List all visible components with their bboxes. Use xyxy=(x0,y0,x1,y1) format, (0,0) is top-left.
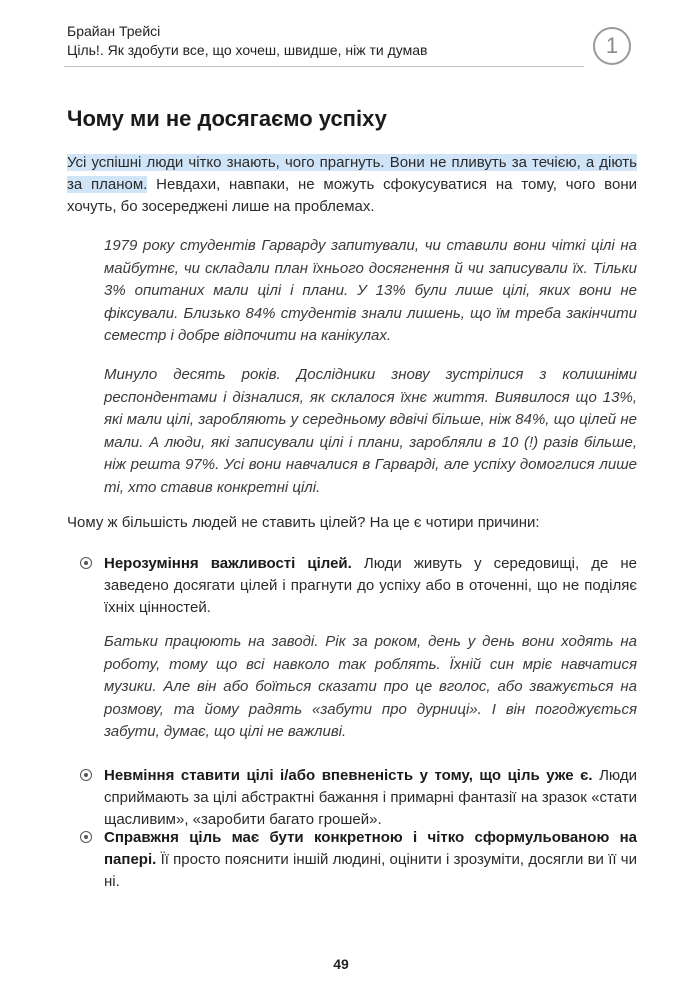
bullet-text: Люди сприймають за цілі абстрактні бажання і примарні фантазії на зразок «стати щасливим», «заробити багато грошей». xyxy=(104,767,637,828)
intro-rest: Невдахи, навпаки, не можуть сфокусуватися на тому, чого вони хочуть, бо зосереджені лише на проблемах. xyxy=(67,176,637,215)
bullet-quote-paragraph: Батьки працюють на заводі. Рік за роком, день у день вони ходять на роботу, тому що всі навколо так роблять. Їхній син мріє навчатися музики. Але він або боїться сказати про це вголос, або зважується на розмову, та йому радять «забути про дурниці». І він погоджується забути, думає, що цілі не важливі. xyxy=(104,633,637,740)
highlighted-text[interactable]: Усі успішні люди чітко знають, чого прагнуть. Вони не пливуть за течією, а діють за планом. xyxy=(67,154,637,193)
bullet-heading: Невміння ставити цілі і/або впевненість у тому, що ціль уже є. xyxy=(104,767,593,784)
page-number: 49 xyxy=(333,956,349,972)
section-title: Чому ми не досягаємо успіху xyxy=(67,106,387,131)
question-paragraph: Чому ж більшість людей не ставить цілей? На це є чотири причини: xyxy=(67,514,540,531)
bullet-text: Люди живуть у середовищі, де не заведено досягати цілей і прагнути до успіху або в оточенні, що не поділяє їхніх цінностей. xyxy=(104,555,637,616)
bullet-target-icon xyxy=(80,769,92,781)
bullet-target-icon xyxy=(80,557,92,569)
bullet-heading: Нерозуміння важливості цілей. xyxy=(104,555,352,572)
header-author: Брайан Трейсі xyxy=(67,23,161,39)
quote-paragraph-2: Минуло десять років. Дослідники знову зустрілися з колишніми респондентами і дізналися, як склалося їхнє життя. Виявилося що 13%, які мали цілі, заробляють у середньому вдвічі більше, ніж 84%, що цілей не мали. А люди, які записували цілі і плани, заробляли в 10 (!) разів більше, ніж решта 97%. Усі вони навчалися в Гарварді, але успіху домоглися лише ті, хто ставив конкретні цілі. xyxy=(104,366,637,496)
bullet-text: Її просто пояснити іншій людині, оцінити і зрозуміти, досягли ви її чи ні. xyxy=(104,851,637,890)
quote-paragraph-1: 1979 року студентів Гарварду запитували, чи ставили вони чіткі цілі на майбутнє, чи складали план їхнього досягнення й чи записували їх. Тільки 3% опитаних мали цілі і плани. У 13% були лише цілі, яких вони не фіксували. Близько 84% студентів знали лишень, що їм треба закінчити семестр і добре відпочити на канікулах. xyxy=(104,237,637,344)
running-header xyxy=(67,22,587,60)
bullet-heading: Справжня ціль має бути конкретною і чітко сформульованою на папері. xyxy=(104,829,637,868)
header-divider xyxy=(64,66,584,67)
bullet-target-icon xyxy=(80,831,92,843)
chapter-number-badge: 1 xyxy=(593,27,631,65)
header-book-title: Ціль!. Як здобути все, що хочеш, швидше, ніж ти думав xyxy=(67,42,428,58)
intro-paragraph xyxy=(67,152,637,218)
